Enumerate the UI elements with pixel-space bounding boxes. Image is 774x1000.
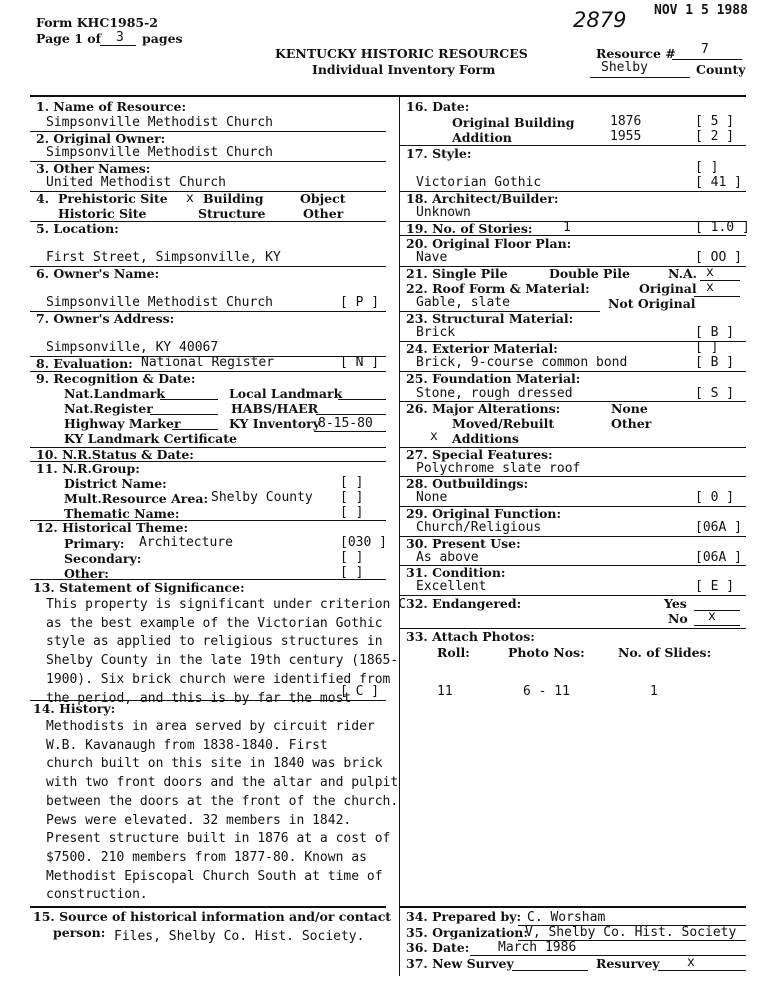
f13-line: as the best example of the Victorian Gothic [46,615,383,631]
f9-nat-landmark: Nat.Landmark [64,386,165,401]
f3-label: 3. Other Names: [36,161,151,176]
f8-value: National Register [141,355,275,370]
f25-code: [ S ] [695,386,735,401]
f9-highway: Highway Marker [64,416,181,431]
f6-value: Simpsonville Methodist Church [46,295,273,310]
f23-value: Brick [416,325,456,340]
f14-line: Pews were elevated. 32 members in 1842. [46,812,352,828]
f37-label: 37. New Survey [406,956,514,971]
resource-number: 7 [701,42,709,57]
f22-not-original: Not Original [608,296,696,311]
f26-moved: Moved/Rebuilt [452,416,555,431]
f27-label: 27. Special Features: [406,447,553,462]
f16-original-year: 1876 [610,114,642,129]
f26-none: None [611,401,648,416]
f31-label: 31. Condition: [406,565,506,580]
f11-district-code: [ ] [340,475,364,490]
f26-label: 26. Major Alterations: [406,401,561,416]
f32-no: No [668,611,688,626]
f32-label: 32. Endangered: [406,596,522,611]
f9-ky-inventory: KY Inventory [229,416,321,431]
f29-label: 29. Original Function: [406,506,562,521]
f24-code: [ B ] [695,355,735,370]
f26-mark: x [430,429,438,444]
f11-thematic-code: [ ] [340,505,364,520]
f14-line: construction. [46,887,148,903]
f17-value: Victorian Gothic [416,175,542,190]
f7-value: Simpsonville, KY 40067 [46,340,219,355]
f16-addition: Addition [452,130,512,145]
f13-line: the period, and this is by far the most [46,690,352,706]
f31-value: Excellent [416,579,487,594]
f7-label: 7. Owner's Address: [36,311,175,326]
f21-label: 21. Single Pile [406,266,508,281]
f16-original-code: [ 5 ] [695,114,735,129]
f13-line: Shelby County in the late 19th century (1865- [46,653,399,669]
f20-code: [ OO ] [695,250,742,265]
f30-code: [06A ] [695,550,742,565]
f4-structure: Structure [198,206,266,221]
f33-label: 33. Attach Photos: [406,629,535,644]
f37-mark: x [687,955,695,970]
f14-line: Methodists in area served by circuit rider [46,719,375,734]
f11-thematic: Thematic Name: [64,506,180,521]
f22-original-mark: x [706,280,714,295]
f3-value: United Methodist Church [46,175,227,190]
f4-other: Other [303,206,344,221]
county-value: Shelby [601,60,648,75]
f12-other-code: [ ] [340,565,364,580]
f21-na: N.A. [668,266,698,281]
f2-label: 2. Original Owner: [36,131,166,146]
f14-line: $7500. 210 members from 1877-80. Known as [46,849,367,865]
f33-photo: Photo Nos: [508,645,585,660]
f11-mult-value: Shelby County [211,490,313,505]
f16-addition-year: 1955 [610,129,642,144]
f9-local-landmark: Local Landmark [229,386,343,401]
f1-value: Simpsonville Methodist Church [46,115,273,130]
f11-label: 11. N.R.Group: [36,461,140,476]
f35-value: V, Shelby Co. Hist. Society [525,925,737,940]
f32-yes: Yes [664,596,687,611]
f9-ky-inventory-date: 8-15-80 [318,416,373,431]
f12-secondary-code: [ ] [340,550,364,565]
f35-label: 35. Organization: [406,925,529,940]
f12-primary: Primary: [64,536,125,551]
f30-label: 30. Present Use: [406,536,521,551]
f12-secondary: Secondary: [64,551,142,566]
f12-primary-value: Architecture [139,535,233,550]
f19-label: 19. No. of Stories: [406,221,533,236]
f15-value: Files, Shelby Co. Hist. Society. [114,929,365,944]
page-total: 3 [116,30,124,45]
f15-label: 15. Source of historical information and/or contact [33,909,392,924]
f20-value: Nave [416,250,448,265]
f26-additions: Additions [452,431,519,446]
f32-mark: x [708,609,716,624]
f14-line: between the doors at the front of the church. [46,793,399,809]
f9-nat-register: Nat.Register [64,401,153,416]
f33-roll-value: 11 [437,684,453,699]
resource-label: Resource # [596,46,676,61]
f21-double: Double Pile [549,266,630,281]
date-stamp: NOV 1 5 1988 [654,3,748,18]
f29-code: [06A ] [695,520,742,535]
f8-code: [ N ] [340,355,380,370]
f14-line: with two front doors and the altar and pulpit [46,775,399,791]
f34-label: 34. Prepared by: [406,909,522,924]
f5-label: 5. Location: [36,221,119,236]
f37-resurvey: Resurvey [596,956,660,971]
f18-label: 18. Architect/Builder: [406,191,559,206]
f4-historic: Historic Site [58,206,147,221]
f31-code: [ E ] [695,579,735,594]
form-title: KENTUCKY HISTORIC RESOURCES [275,46,528,61]
f4-object: Object [300,191,346,206]
f13-label: 13. Statement of Significance: [33,580,245,595]
f22-value: Gable, slate [416,295,510,310]
handwritten-number: 2879 [573,8,627,32]
f23-code: [ B ] [695,325,735,340]
f28-label: 28. Outbuildings: [406,476,529,491]
f11-mult-code: [ ] [340,490,364,505]
f24-code-top: [ ] [695,340,719,355]
f33-roll: Roll: [437,645,470,660]
f14-label: 14. History: [33,701,116,716]
f28-value: None [416,490,448,505]
f33-photo-value: 6 - 11 [523,684,570,699]
page-prefix: Page 1 of [36,31,101,46]
page-suffix: pages [142,31,183,46]
f30-value: As above [416,550,479,565]
f9-label: 9. Recognition & Date: [36,371,196,386]
f33-slides: No. of Slides: [618,645,712,660]
f4-number: 4. [36,191,50,206]
f26-other: Other [611,416,652,431]
f10-label: 10. N.R.Status & Date: [36,447,194,462]
f8-label: 8. Evaluation: [36,356,133,371]
f20-label: 20. Original Floor Plan: [406,236,572,251]
f22-label: 22. Roof Form & Material: [406,281,590,296]
f25-value: Stone, rough dressed [416,386,573,401]
f19-code: [ 1.0 ] [695,220,750,235]
f18-value: Unknown [416,205,471,220]
f5-value: First Street, Simpsonville, KY [46,250,281,265]
f24-label: 24. Exterior Material: [406,341,558,356]
f12-primary-code: [030 ] [340,535,387,550]
f23-label: 23. Structural Material: [406,311,574,326]
f2-value: Simpsonville Methodist Church [46,145,273,160]
f12-other: Other: [64,566,109,581]
f16-original: Original Building [452,115,575,130]
f21-mark: x [706,265,714,280]
f27-value: Polychrome slate roof [416,461,581,476]
f34-value: C. Worsham [527,910,606,925]
f17-code: [ 41 ] [695,175,742,190]
f16-addition-code: [ 2 ] [695,129,735,144]
f17-code-top: [ ] [695,160,719,175]
f19-value: 1 [563,220,571,235]
f12-label: 12. Historical Theme: [36,520,189,535]
f28-code: [ 0 ] [695,490,735,505]
county-label: County [696,62,746,77]
f13-code: [ C ] [340,684,380,699]
f4-mark: x [186,191,194,206]
f14-line: Methodist Episcopal Church South at time of [46,868,383,884]
f33-slides-value: 1 [650,684,658,699]
f14-line: church built on this site in 1840 was brick [46,756,383,772]
f11-mult: Mult.Resource Area: [64,491,209,506]
f14-line: Present structure built in 1876 at a cost of [46,831,391,847]
f6-code: [ P ] [340,295,380,310]
f4-building: Building [203,191,264,206]
f14-line: W.B. Kavanaugh from 1838-1840. First [46,737,328,753]
f6-label: 6. Owner's Name: [36,266,160,281]
f15-label-person: person: [53,925,106,940]
f9-habs: HABS/HAER [231,401,319,416]
form-subtitle: Individual Inventory Form [312,62,496,77]
f17-label: 17. Style: [406,146,472,161]
f13-line: This property is significant under criterion C [46,597,407,612]
form-number: Form KHC1985-2 [36,15,158,30]
f14-history [46,718,398,905]
f16-label: 16. Date: [406,99,470,114]
f29-value: Church/Religious [416,520,542,535]
f1-label: 1. Name of Resource: [36,99,187,114]
f4-prehistoric: Prehistoric Site [58,191,168,206]
f13-line: 1900). Six brick church were identified from [46,671,391,687]
f22-original: Original [639,281,697,296]
f36-value: March 1986 [498,940,577,955]
f9-ky-landmark: KY Landmark Certificate [64,431,237,446]
f24-value: Brick, 9-course common bond [416,355,628,370]
f25-label: 25. Foundation Material: [406,371,581,386]
f13-line: style as applied to religious structures in [46,634,383,650]
f11-district: District Name: [64,476,167,491]
f36-label: 36. Date: [406,940,470,955]
